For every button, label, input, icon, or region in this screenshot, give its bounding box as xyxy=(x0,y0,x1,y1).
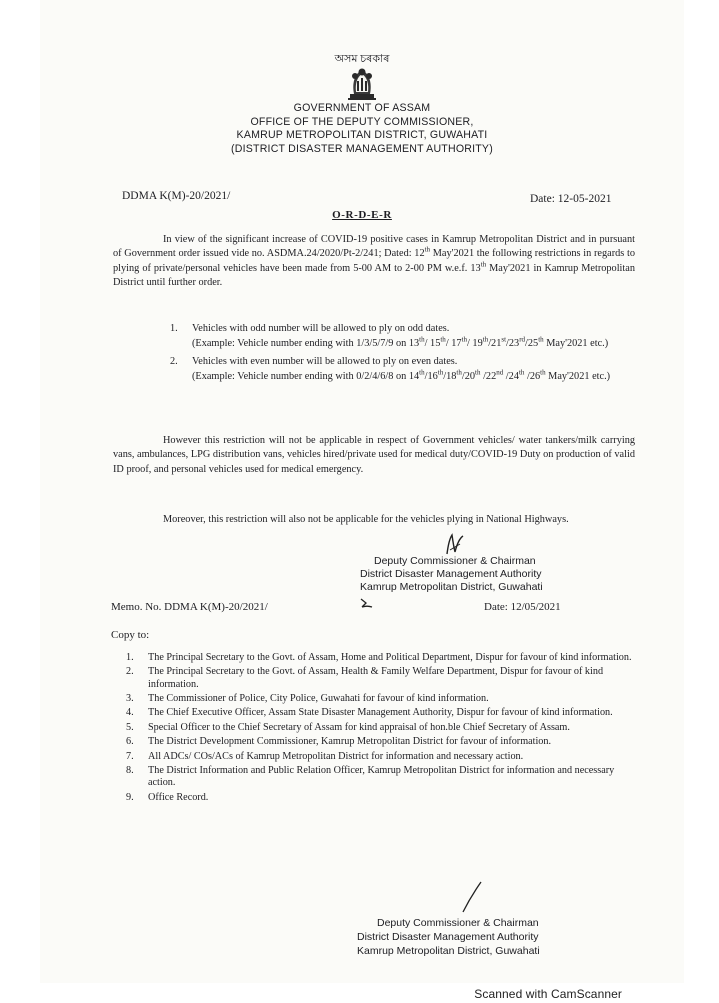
signature-stroke-icon xyxy=(460,880,484,914)
order-title: O-R-D-E-R xyxy=(332,209,392,221)
signature-block-bottom xyxy=(357,916,540,958)
signatory-authority: District Disaster Management Authority xyxy=(360,568,542,580)
order-item-number: 2. xyxy=(170,356,178,368)
list-item: 2. The Principal Secretary to the Govt. of Assam, Health & Family Welfare Department, Dispur for favour of kind information. xyxy=(126,666,604,690)
order-item-example: (Example: Vehicle number ending with 0/2/4/6/8 on 14th/16th/18th/20th /22nd /24th /26th May'2021 etc.) xyxy=(192,368,611,382)
intro-sup-b: th xyxy=(480,260,487,269)
order-item-number: 1. xyxy=(170,323,178,334)
memo-number: Memo. No. DDMA K(M)-20/2021/ xyxy=(111,601,268,613)
paragraph-highways: Moreover, this restriction will also not be applicable for the vehicles plying in National Highways. xyxy=(163,514,569,525)
state-emblem-icon xyxy=(342,64,382,102)
header-line-2: OFFICE OF THE DEPUTY COMMISSIONER, xyxy=(250,115,474,128)
list-item: 9. Office Record. xyxy=(126,791,209,803)
reference-number: DDMA K(M)-20/2021/ xyxy=(122,190,231,202)
order-item xyxy=(170,322,640,351)
list-item: 3. The Commissioner of Police, City Police, Guwahati for favour of kind information. xyxy=(126,692,489,704)
intro-sup-a: th xyxy=(424,245,431,254)
list-item: 5. Special Officer to the Chief Secretary of Assam for kind appraisal of hon.ble Chief Secretary of Assam. xyxy=(126,721,570,733)
header-line-3: KAMRUP METROPOLITAN DISTRICT, GUWAHATI xyxy=(236,129,488,142)
paragraph-intro xyxy=(113,233,635,291)
signatory-title: Deputy Commissioner & Chairman xyxy=(377,917,539,929)
list-item: 8. The District Information and Public Relation Officer, Kamrup Metropolitan District for information and necessary action. xyxy=(126,764,615,789)
list-item: 7. All ADCs/ COs/ACs of Kamrup Metropolitan District for information and necessary action. xyxy=(126,750,524,762)
intro-text-a: In view of the significant increase of COVID-19 positive cases in Kamrup Metropolitan District and in pursuant of Government order issued vide no. ASDMA.24/2020/Pt-2/241; Dated: 12 xyxy=(113,234,635,260)
signatory-authority: District Disaster Management Authority xyxy=(357,931,539,943)
emblem-label: অসম চৰকাৰ xyxy=(334,53,390,65)
order-date: Date: 12-05-2021 xyxy=(530,193,612,205)
signatory-title: Deputy Commissioner & Chairman xyxy=(374,555,536,567)
document-page xyxy=(40,0,684,983)
paragraph-exemptions: However this restriction will not be applicable in respect of Government vehicles/ water tankers/milk carrying vans, ambulances, LPG distribution vans, vehicles hired/private used for medical duty/COVID-19 Duty on production of valid ID proof, and personal vehicles used for medical emergency. xyxy=(113,435,635,475)
signature-block-top xyxy=(360,555,543,594)
initial-mark-icon xyxy=(358,596,374,610)
scanner-watermark: Scanned with CamScanner xyxy=(474,987,622,1001)
order-list xyxy=(170,322,640,388)
intro-text-b: May'2021 the following restrictions in regards to plying of private/personal vehicles have been made from 5-00 AM to 2-00 PM w.e.f. 13 xyxy=(113,248,635,274)
signatory-district: Kamrup Metropolitan District, Guwahati xyxy=(360,581,543,593)
signatory-district: Kamrup Metropolitan District, Guwahati xyxy=(357,945,540,957)
header-line-1: GOVERNMENT OF ASSAM xyxy=(293,102,431,114)
office-header xyxy=(40,102,684,156)
order-item-text: Vehicles with odd number will be allowed to ply on odd dates. xyxy=(192,323,450,334)
order-item-text: Vehicles with even number will be allowed to ply on even dates. xyxy=(192,356,458,368)
memo-date: Date: 12/05/2021 xyxy=(484,601,561,613)
list-item: 1. The Principal Secretary to the Govt. of Assam, Home and Political Department, Dispur for favour of kind information. xyxy=(126,652,632,663)
intro-text-c: May'2021 in Kamrup Metropolitan District until further order. xyxy=(113,262,635,289)
header-line-4: (DISTRICT DISASTER MANAGEMENT AUTHORITY) xyxy=(231,142,493,155)
order-item-example: (Example: Vehicle number ending with 1/3/5/7/9 on 13th/ 15th/ 17th/ 19th/21st/23rd/25th May'2021 etc.) xyxy=(192,335,609,349)
copy-list xyxy=(126,652,640,806)
order-item xyxy=(170,355,640,384)
list-item: 6. The District Development Commissioner, Kamrup Metropolitan District for favour of information. xyxy=(126,736,552,748)
copy-to-label: Copy to: xyxy=(111,629,150,641)
list-item: 4. The Chief Executive Officer, Assam State Disaster Management Authority, Dispur for favour of kind information. xyxy=(126,707,613,719)
